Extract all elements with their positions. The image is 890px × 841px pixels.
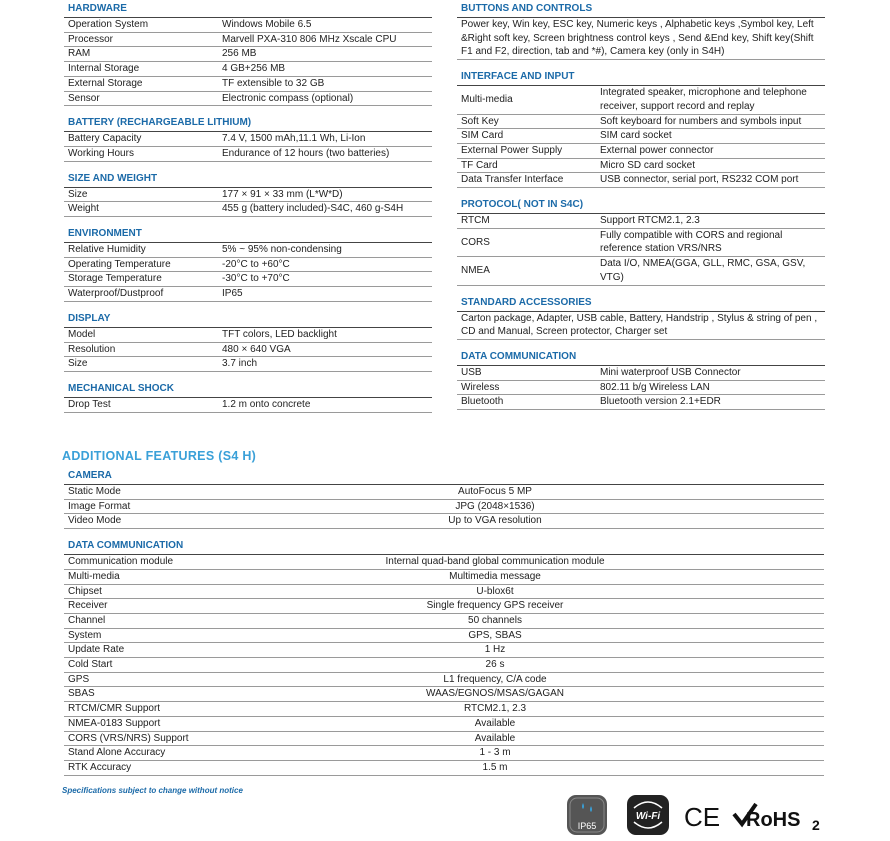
spec-value: Support RTCM2.1, 2.3	[596, 214, 825, 228]
spec-value: AutoFocus 5 MP	[272, 485, 824, 499]
spec-label: Stand Alone Accuracy	[64, 746, 272, 761]
table-row	[64, 146, 432, 161]
section-title: ENVIRONMENT	[64, 227, 432, 243]
section-title: BUTTONS AND CONTROLS	[457, 2, 825, 18]
spec-label: Communication module	[64, 555, 272, 569]
spec-value: U-blox6t	[272, 584, 824, 599]
spec-value: WAAS/EGNOS/MSAS/GAGAN	[272, 687, 824, 702]
spec-value: Multimedia message	[272, 569, 824, 584]
spec-label: Storage Temperature	[64, 272, 218, 287]
wifi-label: Wi-Fi	[635, 811, 661, 822]
section-title: SIZE AND WEIGHT	[64, 172, 432, 188]
table-row	[457, 228, 825, 256]
spec-label: Battery Capacity	[64, 132, 218, 146]
spec-label: Receiver	[64, 599, 272, 614]
table-row	[64, 628, 824, 643]
spec-value: Up to VGA resolution	[272, 514, 824, 529]
table-row	[64, 202, 432, 217]
section-title: DISPLAY	[64, 312, 432, 328]
spec-label: Model	[64, 328, 218, 342]
table-row	[64, 569, 824, 584]
spec-label: TF Card	[457, 158, 596, 173]
spec-value: Endurance of 12 hours (two batteries)	[218, 146, 432, 161]
spec-label: Sensor	[64, 91, 218, 106]
spec-value: 1.5 m	[272, 760, 824, 775]
spec-value: Mini waterproof USB Connector	[596, 366, 825, 380]
spec-label: Cold Start	[64, 658, 272, 673]
table-row	[457, 214, 825, 228]
table-row	[64, 613, 824, 628]
table-row	[64, 132, 432, 146]
hardware-table	[64, 18, 432, 106]
display-table	[64, 328, 432, 372]
table-row	[457, 143, 825, 158]
environment-table	[64, 243, 432, 302]
spec-value: JPG (2048×1536)	[272, 499, 824, 514]
spec-value: Available	[272, 716, 824, 731]
spec-value: Data I/O, NMEA(GGA, GLL, RMC, GSA, GSV, VTG)	[596, 257, 825, 285]
table-row	[64, 687, 824, 702]
table-row	[457, 114, 825, 129]
table-row	[64, 702, 824, 717]
spec-label: Chipset	[64, 584, 272, 599]
spec-label: RTK Accuracy	[64, 760, 272, 775]
spec-label: Multi-media	[457, 86, 596, 114]
table-row	[64, 731, 824, 746]
table-row	[457, 380, 825, 395]
spec-value: Internal quad-band global communication module	[272, 555, 824, 569]
ip65-logo	[566, 794, 608, 841]
certification-logos	[566, 794, 826, 836]
additional-data-communication-table	[64, 555, 824, 776]
table-row	[64, 499, 824, 514]
spec-value: 26 s	[272, 658, 824, 673]
spec-value: Integrated speaker, microphone and telephone receiver, support record and replay	[596, 86, 825, 114]
spec-label: GPS	[64, 672, 272, 687]
table-row	[64, 760, 824, 775]
spec-label: Channel	[64, 613, 272, 628]
spec-value: 256 MB	[218, 47, 432, 62]
spec-value: 7.4 V, 1500 mAh,11.1 Wh, Li-Ion	[218, 132, 432, 146]
left-column	[64, 2, 432, 423]
buttons-text: Power key, Win key, ESC key, Numeric keys , Alphabetic keys ,Symbol key, Left &Right soft key, Screen brightness control keys , Send &End key, Shift key(Shift F1 and F2, direction, tab and *#), Camera key (only in S4H)	[457, 18, 825, 60]
spec-label: RTCM/CMR Support	[64, 702, 272, 717]
spec-value: 4 GB+256 MB	[218, 62, 432, 77]
table-row	[64, 658, 824, 673]
interface-section	[457, 70, 825, 188]
spec-label: SBAS	[64, 687, 272, 702]
camera-section	[64, 469, 824, 529]
battery-section	[64, 116, 432, 161]
camera-table	[64, 485, 824, 529]
table-row	[64, 643, 824, 658]
table-row	[457, 257, 825, 285]
spec-value: 1 - 3 m	[272, 746, 824, 761]
table-row	[64, 243, 432, 257]
table-row	[457, 173, 825, 188]
table-row	[64, 272, 432, 287]
spec-value: 1 Hz	[272, 643, 824, 658]
accessories-text: Carton package, Adapter, USB cable, Battery, Handstrip , Stylus & string of pen , CD and Manual, Screen protector, Charger set	[457, 312, 825, 340]
spec-label: Size	[64, 188, 218, 202]
spec-label: System	[64, 628, 272, 643]
table-row	[64, 91, 432, 106]
spec-value: -30°C to +70°C	[218, 272, 432, 287]
spec-value: 802.11 b/g Wireless LAN	[596, 380, 825, 395]
spec-value: 3.7 inch	[218, 357, 432, 372]
mechanical-shock-section	[64, 382, 432, 413]
spec-label: Image Format	[64, 499, 272, 514]
spec-value: TFT colors, LED backlight	[218, 328, 432, 342]
table-row	[64, 672, 824, 687]
spec-label: Resolution	[64, 342, 218, 357]
interface-table	[457, 86, 825, 188]
spec-label: External Power Supply	[457, 143, 596, 158]
table-row	[64, 398, 432, 412]
spec-label: NMEA-0183 Support	[64, 716, 272, 731]
protocol-section	[457, 198, 825, 286]
spec-label: Operating Temperature	[64, 257, 218, 272]
spec-label: Relative Humidity	[64, 243, 218, 257]
table-row	[64, 555, 824, 569]
ip65-label: IP65	[577, 821, 597, 831]
table-row	[457, 158, 825, 173]
size-weight-section	[64, 172, 432, 217]
rohs-logo	[732, 800, 826, 839]
table-row	[64, 357, 432, 372]
spec-label: Data Transfer Interface	[457, 173, 596, 188]
table-row	[64, 62, 432, 77]
buttons-section	[457, 2, 825, 60]
spec-label: Static Mode	[64, 485, 272, 499]
spec-label: Multi-media	[64, 569, 272, 584]
rohs-number: 2	[812, 817, 820, 833]
spec-label: Size	[64, 357, 218, 372]
table-row	[64, 514, 824, 529]
spec-value: Soft keyboard for numbers and symbols input	[596, 114, 825, 129]
spec-label: Soft Key	[457, 114, 596, 129]
spec-value: Fully compatible with CORS and regional reference station VRS/NRS	[596, 228, 825, 256]
protocol-table	[457, 214, 825, 286]
spec-value: Electronic compass (optional)	[218, 91, 432, 106]
spec-value: External power connector	[596, 143, 825, 158]
spec-label: Operation System	[64, 18, 218, 32]
ce-logo	[684, 802, 724, 835]
section-title: MECHANICAL SHOCK	[64, 382, 432, 398]
spec-label: Video Mode	[64, 514, 272, 529]
ce-label: CE	[684, 802, 721, 830]
spec-label: Weight	[64, 202, 218, 217]
spec-label: Update Rate	[64, 643, 272, 658]
spec-value: 177 × 91 × 33 mm (L*W*D)	[218, 188, 432, 202]
display-section	[64, 312, 432, 372]
accessories-table	[457, 312, 825, 340]
spec-label: Working Hours	[64, 146, 218, 161]
hardware-section	[64, 2, 432, 106]
table-row	[64, 584, 824, 599]
table-row	[457, 366, 825, 380]
spec-value: TF extensible to 32 GB	[218, 76, 432, 91]
spec-value: Single frequency GPS receiver	[272, 599, 824, 614]
spec-value: IP65	[218, 287, 432, 302]
section-title: DATA COMMUNICATION	[457, 350, 825, 366]
spec-value: SIM card socket	[596, 129, 825, 144]
spec-label: Wireless	[457, 380, 596, 395]
spec-value: 455 g (battery included)-S4C, 460 g-S4H	[218, 202, 432, 217]
additional-features	[64, 469, 824, 786]
wifi-logo	[626, 794, 670, 841]
table-row	[64, 599, 824, 614]
spec-label: Drop Test	[64, 398, 218, 412]
spec-label: RTCM	[457, 214, 596, 228]
section-title: PROTOCOL( NOT IN S4C)	[457, 198, 825, 214]
spec-value: Micro SD card socket	[596, 158, 825, 173]
table-row	[64, 47, 432, 62]
size-weight-table	[64, 188, 432, 217]
table-row	[64, 257, 432, 272]
spec-label: USB	[457, 366, 596, 380]
table-row	[64, 342, 432, 357]
spec-value: Marvell PXA-310 806 MHz Xscale CPU	[218, 32, 432, 47]
spec-label: Bluetooth	[457, 395, 596, 410]
table-row	[64, 188, 432, 202]
spec-value: 5% ~ 95% non-condensing	[218, 243, 432, 257]
spec-label: NMEA	[457, 257, 596, 285]
spec-value: 50 channels	[272, 613, 824, 628]
rohs-label: RoHS	[746, 809, 801, 831]
table-row	[457, 86, 825, 114]
spec-label: Internal Storage	[64, 62, 218, 77]
table-row	[64, 328, 432, 342]
additional-features-title: ADDITIONAL FEATURES (S4 H)	[62, 449, 257, 463]
table-row	[64, 18, 432, 32]
notice-text: Specifications subject to change without notice	[62, 786, 243, 795]
spec-label: Waterproof/Dustproof	[64, 287, 218, 302]
table-row	[64, 76, 432, 91]
section-title: BATTERY (RECHARGEABLE LITHIUM)	[64, 116, 432, 132]
table-row	[64, 746, 824, 761]
table-row	[457, 395, 825, 410]
buttons-table	[457, 18, 825, 60]
spec-label: Processor	[64, 32, 218, 47]
section-title: CAMERA	[64, 469, 824, 485]
spec-value: Bluetooth version 2.1+EDR	[596, 395, 825, 410]
section-title: STANDARD ACCESSORIES	[457, 296, 825, 312]
data-communication-section	[457, 350, 825, 410]
table-row	[64, 287, 432, 302]
spec-value: RTCM2.1, 2.3	[272, 702, 824, 717]
accessories-section	[457, 296, 825, 340]
spec-value: 480 × 640 VGA	[218, 342, 432, 357]
spec-label: CORS (VRS/NRS) Support	[64, 731, 272, 746]
spec-value: L1 frequency, C/A code	[272, 672, 824, 687]
battery-table	[64, 132, 432, 161]
mechanical-shock-table	[64, 398, 432, 413]
spec-value: 1.2 m onto concrete	[218, 398, 432, 412]
table-row	[64, 485, 824, 499]
spec-value: GPS, SBAS	[272, 628, 824, 643]
table-row	[64, 32, 432, 47]
section-title: DATA COMMUNICATION	[64, 539, 824, 555]
spec-label: RAM	[64, 47, 218, 62]
section-title: HARDWARE	[64, 2, 432, 18]
additional-data-communication-section	[64, 539, 824, 776]
spec-value: -20°C to +60°C	[218, 257, 432, 272]
spec-value: Available	[272, 731, 824, 746]
spec-value: USB connector, serial port, RS232 COM port	[596, 173, 825, 188]
table-row	[457, 129, 825, 144]
spec-label: External Storage	[64, 76, 218, 91]
spec-label: SIM Card	[457, 129, 596, 144]
spec-value: Windows Mobile 6.5	[218, 18, 432, 32]
section-title: INTERFACE AND INPUT	[457, 70, 825, 86]
table-row	[64, 716, 824, 731]
data-communication-table	[457, 366, 825, 410]
right-column	[457, 2, 825, 420]
environment-section	[64, 227, 432, 302]
spec-label: CORS	[457, 228, 596, 256]
